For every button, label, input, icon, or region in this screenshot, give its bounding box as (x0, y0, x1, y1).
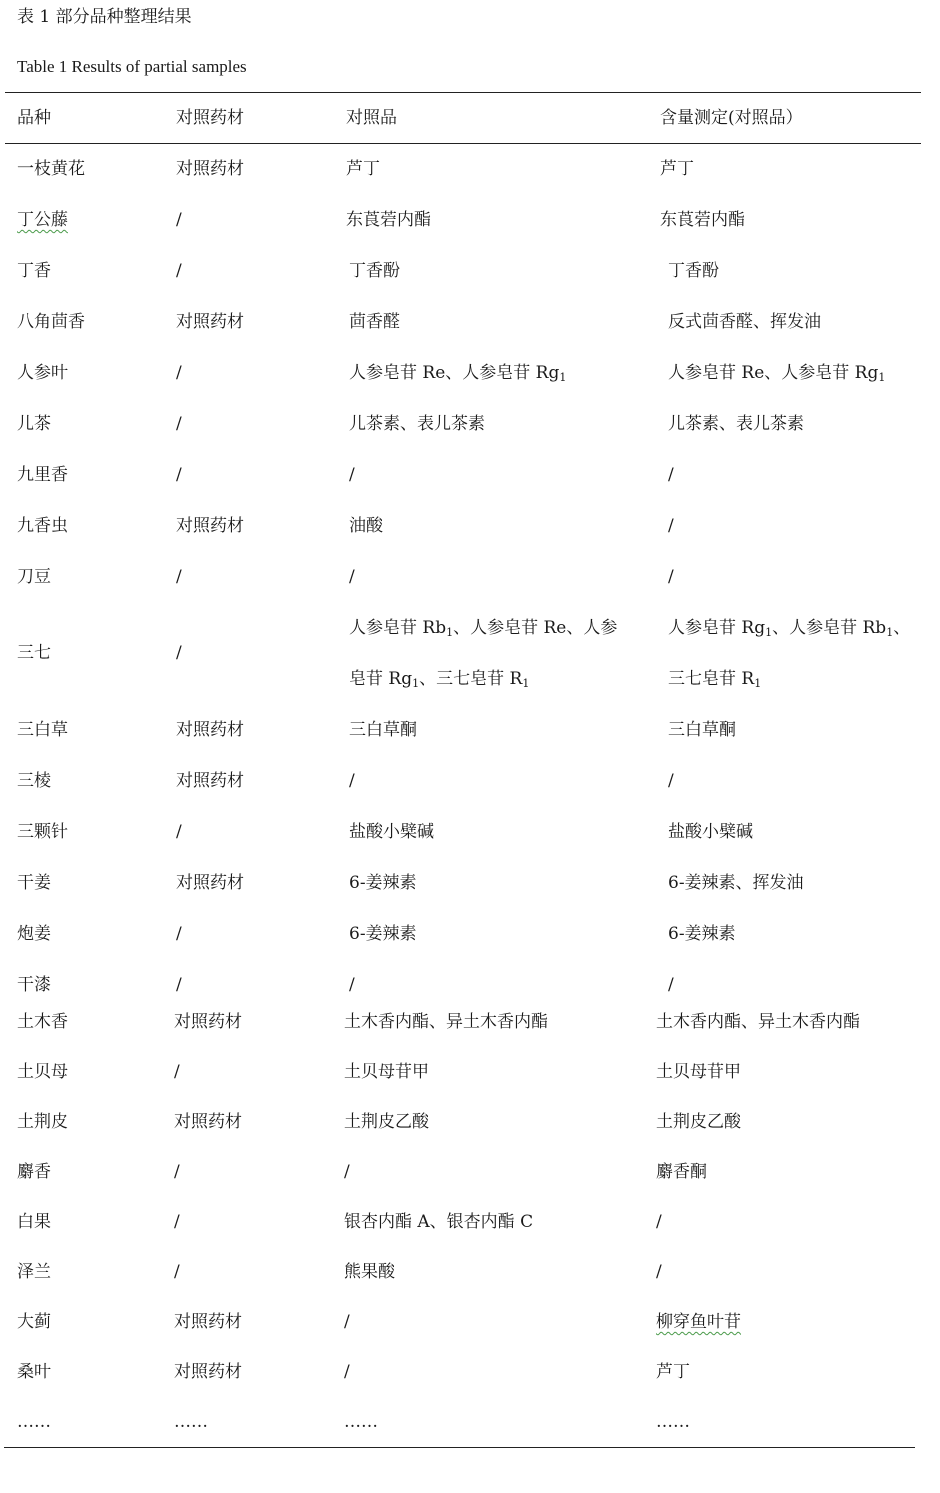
header-assay: 含量测定(对照品） (660, 108, 803, 128)
cell-reference-standard: 油酸 (349, 516, 383, 536)
cell-reference-herb: / (176, 924, 182, 944)
cell-variety: 八角茴香 (17, 312, 85, 332)
cell-variety: 麝香 (17, 1162, 51, 1182)
cell-variety: 九里香 (17, 465, 68, 485)
cell-text: 人参皂苷 Rb (349, 618, 447, 638)
cell-reference-herb: 对照药材 (174, 1312, 242, 1332)
subscript: 1 (878, 371, 886, 384)
cell-assay: 土木香内酯、异土木香内酯 (656, 1012, 860, 1032)
cell-variety: 桑叶 (17, 1362, 51, 1382)
header-reference-herb: 对照药材 (176, 108, 244, 128)
cell-assay: 丁香酚 (668, 261, 719, 281)
cell-reference-herb: / (174, 1262, 180, 1282)
cell-reference-herb: 对照药材 (174, 1112, 242, 1132)
cell-reference-herb: / (176, 567, 182, 587)
cell-assay-line1 (668, 603, 910, 654)
cell-variety: 土荆皮 (17, 1112, 68, 1132)
cell-reference-standard: 丁香酚 (349, 261, 400, 281)
cell-assay (668, 348, 885, 399)
cell-reference-herb: …… (174, 1412, 208, 1432)
cell-text: 皂苷 Rg (349, 669, 413, 689)
cell-reference-standard: 土木香内酯、异土木香内酯 (344, 1012, 548, 1032)
cell-reference-standard-line2 (349, 654, 529, 705)
cell-assay: 芦丁 (660, 159, 694, 179)
table-caption-english: Table 1 Results of partial samples (17, 57, 247, 76)
cell-reference-standard: 东莨菪内酯 (346, 210, 431, 230)
cell-reference-standard: / (349, 567, 355, 587)
subscript: 1 (754, 677, 762, 690)
cell-reference-standard: …… (344, 1412, 378, 1432)
cell-variety: 人参叶 (17, 363, 68, 383)
cell-assay: 柳穿鱼叶苷 (656, 1312, 741, 1332)
cell-assay: 东莨菪内酯 (660, 210, 745, 230)
cell-assay: 反式茴香醛、挥发油 (668, 312, 821, 332)
cell-reference-standard: 熊果酸 (344, 1262, 395, 1282)
cell-assay: 麝香酮 (656, 1162, 707, 1182)
cell-reference-herb: 对照药材 (176, 720, 244, 740)
table-caption-chinese: 表 1 部分品种整理结果 (17, 7, 192, 27)
cell-assay-line2 (668, 654, 761, 705)
cell-reference-herb: 对照药材 (176, 771, 244, 791)
cell-reference-standard: / (349, 975, 355, 995)
cell-text: 、人参皂苷 Rb (772, 618, 887, 638)
cell-reference-standard: 盐酸小檗碱 (349, 822, 434, 842)
cell-assay: 6-姜辣素、挥发油 (668, 873, 804, 893)
subscript: 1 (765, 626, 773, 639)
cell-reference-standard: / (344, 1362, 350, 1382)
cell-reference-standard: 三白草酮 (349, 720, 417, 740)
bottom-rule (4, 1447, 915, 1448)
table-row (0, 603, 940, 705)
cell-variety: 干漆 (17, 975, 51, 995)
cell-variety: 土木香 (17, 1012, 68, 1032)
cell-assay: …… (656, 1412, 690, 1432)
cell-reference-standard: / (344, 1312, 350, 1332)
cell-assay: 土荆皮乙酸 (656, 1112, 741, 1132)
cell-variety: 儿茶 (17, 414, 51, 434)
cell-reference-herb: / (176, 210, 182, 230)
cell-reference-standard: / (344, 1162, 350, 1182)
cell-reference-herb: / (176, 465, 182, 485)
cell-text: 、 (893, 618, 911, 638)
cell-variety: …… (17, 1412, 51, 1432)
cell-reference-herb: 对照药材 (176, 516, 244, 536)
cell-variety: 丁公藤 (17, 210, 68, 230)
header-reference-standard: 对照品 (346, 108, 397, 128)
cell-reference-standard: 6-姜辣素 (349, 924, 417, 944)
cell-variety: 三棱 (17, 771, 51, 791)
cell-reference-herb: / (174, 1162, 180, 1182)
cell-variety: 干姜 (17, 873, 51, 893)
cell-variety: 大蓟 (17, 1312, 51, 1332)
cell-reference-herb: / (176, 414, 182, 434)
cell-reference-herb: 对照药材 (176, 873, 244, 893)
cell-assay: / (656, 1212, 662, 1232)
cell-assay: / (668, 975, 674, 995)
cell-reference-standard: / (349, 465, 355, 485)
cell-variety: 九香虫 (17, 516, 68, 536)
cell-reference-herb: / (176, 363, 182, 383)
cell-text: 人参皂苷 Re、人参皂苷 Rg (668, 363, 879, 383)
cell-reference-herb: 对照药材 (174, 1012, 242, 1032)
cell-text: 、三七皂苷 R (419, 669, 523, 689)
header-variety: 品种 (17, 108, 51, 128)
cell-reference-standard: / (349, 771, 355, 791)
cell-reference-herb: / (176, 261, 182, 281)
cell-assay: / (668, 567, 674, 587)
cell-text: 、人参皂苷 Re、人参 (453, 618, 618, 638)
cell-variety: 三颗针 (17, 822, 68, 842)
cell-reference-standard: 6-姜辣素 (349, 873, 417, 893)
cell-variety: 刀豆 (17, 567, 51, 587)
cell-assay: 6-姜辣素 (668, 924, 736, 944)
cell-variety: 白果 (17, 1212, 51, 1232)
cell-reference-standard: 土贝母苷甲 (344, 1062, 429, 1082)
subscript: 1 (412, 677, 420, 690)
cell-text: 人参皂苷 Rg (668, 618, 766, 638)
subscript: 1 (522, 677, 530, 690)
cell-assay: / (668, 516, 674, 536)
cell-variety: 一枝黄花 (17, 159, 85, 179)
cell-reference-herb: / (174, 1212, 180, 1232)
cell-assay: 儿茶素、表儿茶素 (668, 414, 804, 434)
cell-variety: 丁香 (17, 261, 51, 281)
cell-text: 三七皂苷 R (668, 669, 755, 689)
cell-assay: 土贝母苷甲 (656, 1062, 741, 1082)
subscript: 1 (446, 626, 454, 639)
cell-assay: / (656, 1262, 662, 1282)
cell-reference-standard (349, 348, 566, 399)
cell-text: 人参皂苷 Re、人参皂苷 Rg (349, 363, 560, 383)
cell-reference-standard: 土荆皮乙酸 (344, 1112, 429, 1132)
cell-reference-standard-line1 (349, 603, 617, 654)
cell-reference-standard: 银杏内酯 A、银杏内酯 C (344, 1212, 534, 1232)
cell-variety: 炮姜 (17, 924, 51, 944)
cell-reference-standard: 茴香醛 (349, 312, 400, 332)
cell-assay: 芦丁 (656, 1362, 690, 1382)
cell-reference-herb: 对照药材 (176, 159, 244, 179)
cell-assay: 盐酸小檗碱 (668, 822, 753, 842)
cell-reference-herb: / (174, 1062, 180, 1082)
cell-reference-herb: 对照药材 (174, 1362, 242, 1382)
cell-variety: 三白草 (17, 720, 68, 740)
table-row (0, 960, 940, 1000)
cell-variety: 泽兰 (17, 1262, 51, 1282)
cell-reference-herb: 对照药材 (176, 312, 244, 332)
cell-variety: 三七 (17, 643, 51, 663)
cell-reference-herb: / (176, 822, 182, 842)
cell-assay: / (668, 465, 674, 485)
cell-assay: 三白草酮 (668, 720, 736, 740)
subscript: 1 (886, 626, 894, 639)
cell-reference-herb: / (176, 975, 182, 995)
cell-reference-standard: 芦丁 (346, 159, 380, 179)
cell-assay: / (668, 771, 674, 791)
cell-variety: 土贝母 (17, 1062, 68, 1082)
cell-reference-standard: 儿茶素、表儿茶素 (349, 414, 485, 434)
cell-reference-herb: / (176, 643, 182, 663)
subscript: 1 (559, 371, 567, 384)
